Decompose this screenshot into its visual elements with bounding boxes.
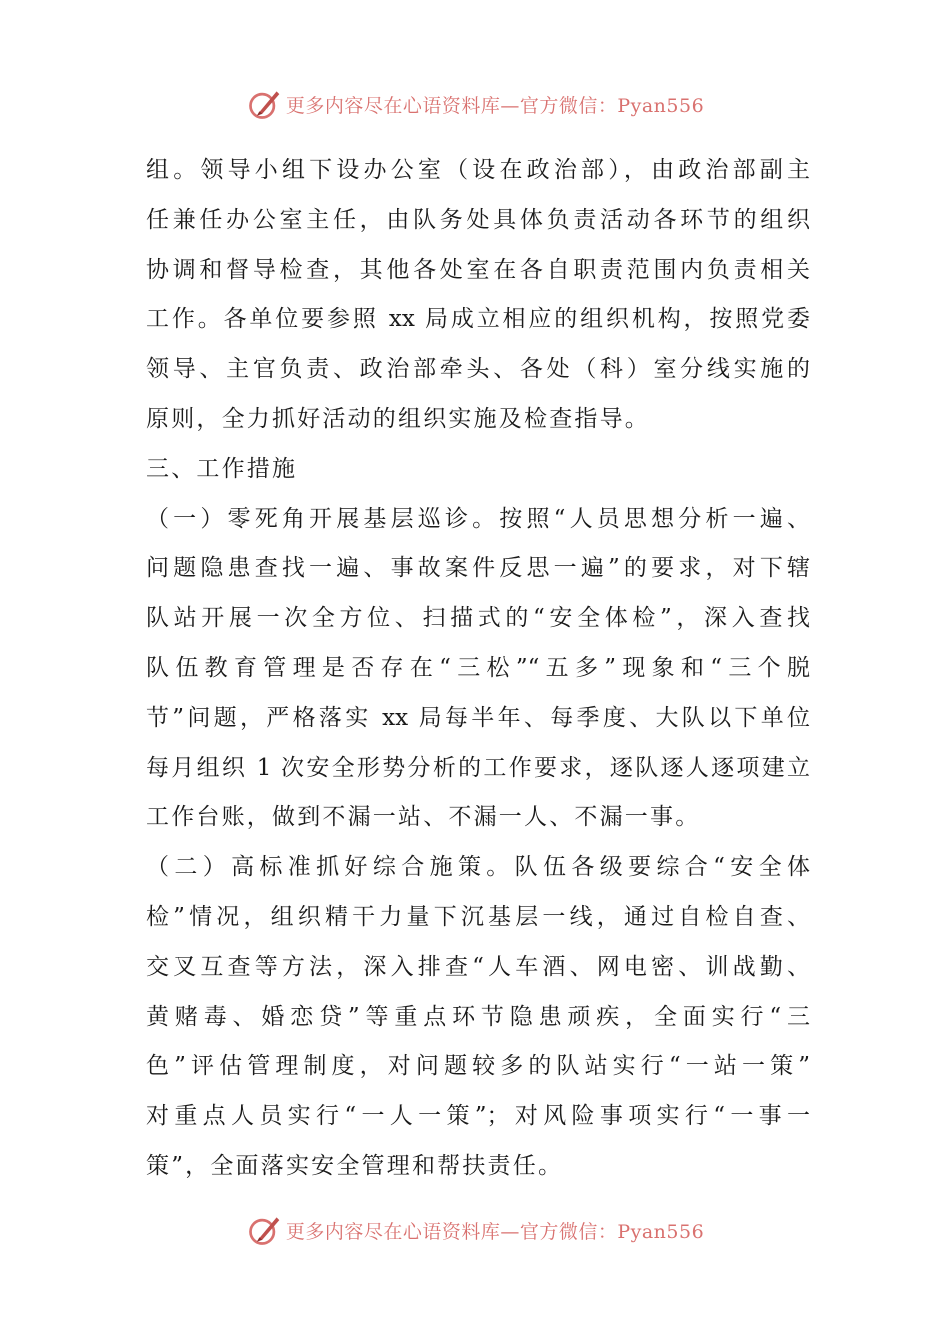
quill-pen-circle-icon (246, 1212, 282, 1248)
text-line: （一）零死角开展基层巡诊。按照“人员思想分析一遍、 (146, 505, 810, 532)
text-line: 协调和督导检查，其他各处室在各自职责范围内负责相关 (146, 256, 810, 283)
text-line: 检”情况，组织精干力量下沉基层一线，通过自检自查、 (146, 903, 810, 930)
header-watermark (0, 82, 950, 126)
text-line: 工作。各单位要参照 xx 局成立相应的组织机构，按照党委 (146, 306, 810, 333)
text-line: 工作台账，做到不漏一站、不漏一人、不漏一事。 (146, 804, 701, 831)
text-line: 三、工作措施 (146, 455, 298, 482)
watermark-text: 更多内容尽在心语资料库—官方微信：Pyan556 (285, 94, 705, 117)
text-line: 策”，全面落实安全管理和帮扶责任。 (146, 1152, 564, 1179)
text-line: 每月组织 1 次安全形势分析的工作要求，逐队逐人逐项建立 (146, 754, 810, 781)
text-line: 组。领导小组下设办公室（设在政治部），由政治部副主 (146, 157, 810, 183)
document-body (146, 146, 810, 1192)
text-line: 领导、主官负责、政治部牵头、各处（科）室分线实施的 (146, 356, 810, 383)
text-line: 对重点人员实行“一人一策”；对风险事项实行“一事一 (146, 1103, 810, 1130)
text-line: 问题隐患查找一遍、事故案件反思一遍”的要求，对下辖 (146, 555, 810, 582)
text-line: 色”评估管理制度，对问题较多的队站实行“一站一策” (146, 1053, 810, 1080)
quill-pen-circle-icon (246, 86, 282, 122)
text-line: 任兼任办公室主任，由队务处具体负责活动各环节的组织 (146, 206, 810, 233)
watermark-text: 更多内容尽在心语资料库—官方微信：Pyan556 (285, 1220, 705, 1243)
text-line: 队伍教育管理是否存在“三松”“五多”现象和“三个脱 (146, 654, 810, 681)
text-line: 节”问题，严格落实 xx 局每半年、每季度、大队以下单位 (146, 704, 810, 731)
text-line: 黄赌毒、婚恋贷”等重点环节隐患顽疾，全面实行“三 (146, 1003, 810, 1030)
text-line: 交叉互查等方法，深入排查“人车酒、网电密、训战勤、 (146, 953, 810, 980)
text-line: 原则，全力抓好活动的组织实施及检查指导。 (146, 405, 650, 432)
footer-watermark (0, 1208, 950, 1252)
text-line: 队站开展一次全方位、扫描式的“安全体检”，深入查找 (146, 605, 810, 632)
text-line: （二）高标准抓好综合施策。队伍各级要综合“安全体 (146, 854, 810, 881)
